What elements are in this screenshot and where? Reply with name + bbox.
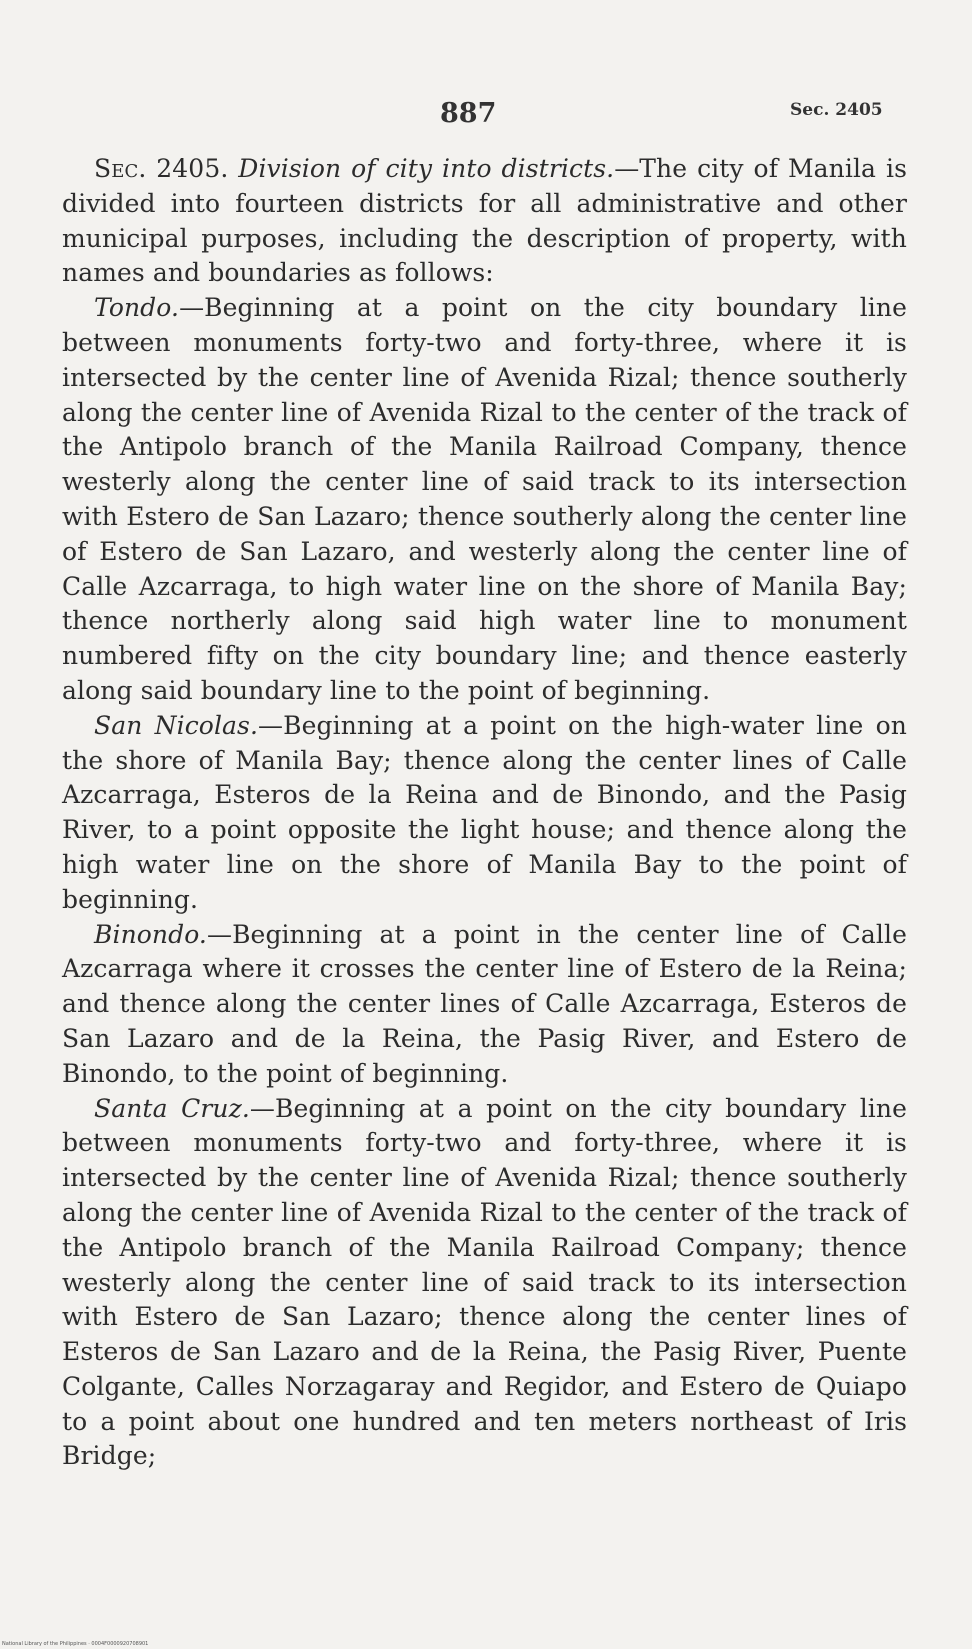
library-credit: National Library of the Philippines · 0004F0000920708901 [2, 1641, 149, 1647]
district-text: —Beginning at a point on the high-water line on the shore of Manila Bay; thence along the center lines of Calle Azcarraga, Esteros de la Reina and de Binondo, and the Pasig River, to a point opposite the light house; and thence along the high water line on the shore of Manila Bay to the point of beginning. [62, 710, 907, 914]
section-heading: Division of city into districts. [238, 154, 615, 183]
page-body [62, 152, 907, 1474]
district-paragraph-tondo [62, 291, 907, 709]
district-name: Binondo. [94, 919, 207, 949]
district-name: San Nicolas. [94, 710, 259, 740]
district-paragraph-santa-cruz [62, 1092, 907, 1475]
district-paragraph-san-nicolas [62, 709, 907, 918]
district-text: —Beginning at a point on the city boundary line between monuments forty-two and forty-three, where it is intersected by the center line of Avenida Rizal; thence southerly along the center line of Avenida Rizal to the center of the track of the Antipolo branch of the Manila Railroad Company, thence westerly along the center line of said track to its intersection with Estero de San Lazaro; thence southerly along the center line of Estero de San Lazaro, and westerly along the center line of Calle Azcarraga, to high water line on the shore of Manila Bay; thence northerly along said high water line to monument numbered fifty on the city boundary line; and thence easterly along said boundary line to the point of beginning. [62, 293, 907, 705]
district-paragraph-binondo [62, 918, 907, 1092]
section-reference: Sec. 2405 [790, 100, 883, 120]
section-paragraph [62, 152, 907, 291]
district-text: —Beginning at a point in the center line of Calle Azcarraga where it crosses the center line of Estero de la Reina; and thence along the center lines of Calle Azcarraga, Esteros de San Lazaro and de la Reina, the Pasig River, and Estero de Binondo, to the point of beginning. [62, 919, 907, 1088]
section-label: Sec. 2405. [94, 154, 229, 183]
district-text: —Beginning at a point on the city boundary line between monuments forty-two and forty-three, where it is intersected by the center line of Avenida Rizal; thence southerly along the center line of Avenida Rizal to the center of the track of the Antipolo branch of the Manila Railroad Company; thence westerly along the center line of said track to its intersection with Estero de San Lazaro; thence along the center lines of Esteros de San Lazaro and de la Reina, the Pasig River, Puente Colgante, Calles Norzagaray and Regidor, and Estero de Quiapo to a point about one hundred and ten meters northeast of Iris Bridge; [62, 1093, 907, 1471]
page-number: 887 [440, 98, 497, 129]
district-name: Santa Cruz. [94, 1093, 250, 1123]
district-name: Tondo. [94, 293, 180, 323]
section-intro: —The city of Manila is divided into fourteen districts for all administrative and other municipal purposes, including the description of property, with names and boundaries as follows: [62, 154, 907, 288]
